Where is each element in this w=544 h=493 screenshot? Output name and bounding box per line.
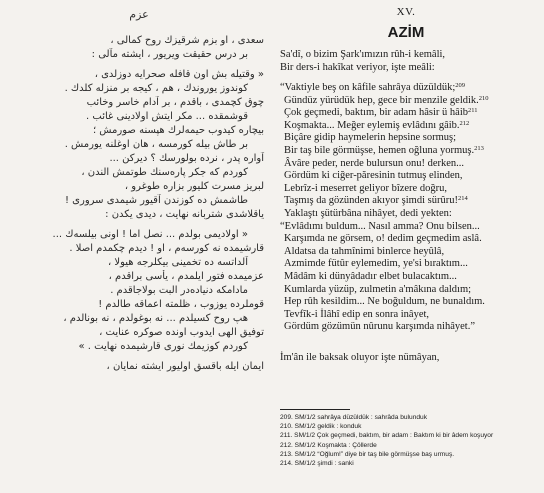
poem-line [280,258,538,271]
footnote-marker[interactable]: 214 [457,195,468,203]
poem-line-text: Azmimde fütûr eylemedim, ye'si bıraktım... [284,258,468,270]
ottoman-line: كوردم كوزیمك نوری قارشیمده نهایت . » [78,341,248,352]
ottoman-line: لبریز مسرت كلیور بزاره طوغرو ، [124,181,264,192]
ottoman-line: بر طاش بیله كورمسه ، هان اوغلنه یورمش . [64,139,248,150]
ottoman-line: بر درس حقیقت ویریور ، ایشته مآلی : [91,49,248,60]
poem-line-text: Âvâre peder, nerde bulursun onu! derken... [284,157,465,169]
poem-line-text: Biçâre gidip haymelerin hepsine sormuş; [284,132,457,144]
poem-line [280,145,538,158]
ottoman-text-page [8,4,270,489]
ottoman-line: كوندوز یوروندك ، هم ، كیجه بر منزله كلدك . [64,83,248,94]
intro-stanza [280,49,538,74]
intro-line: Sa'dî, o bizim Şark'ımızın rûh-i kemâli, [280,49,446,60]
poem-line [280,284,538,297]
ottoman-line: هپ روح كسیلدم ... نه بوغولدم ، نه بونالدم ، [63,313,248,324]
transcription-page [272,4,540,489]
poem-line [280,233,538,246]
ottoman-line: آواره پدر ، نرده بولورسك ؟ دیركن ... [109,153,264,164]
ottoman-line: عزمیمده فتور ایلمدم ، یأسی براقدم ، [108,271,264,282]
poem-line-text: “Vaktiyle beş on kâfile sahrâya düzüldük; [280,82,456,93]
poem-line-text: Gördüm ki ciğer-păresinin tutmuş elinden, [284,170,463,182]
ottoman-line: یاقلاشدی شتربانه نهایت ، دیدی یكدن : [105,209,264,220]
poem-line [280,246,538,259]
ottoman-text-block [8,34,270,374]
poem-line-text: Hep rûh kesildim... Ne boğuldum, ne bunaldım. [284,296,485,308]
poem-line [280,271,538,284]
poem-line-text: Taşmış da gözünden akıyor şimdi sürûru! [284,195,458,207]
poem-line [280,221,538,234]
poem-line [280,158,538,171]
poem-line [280,296,538,309]
ottoman-line: سعدی ، او بزم شرقیزك روح كمالی ، [110,35,264,46]
footnote-entry: 214. SM/1/2 şimdi : sanki [280,460,354,468]
poem-line-text: Aldatsa da tahmînimi binlerce heyûlâ, [284,245,445,257]
footnote-marker[interactable]: 210 [478,94,489,102]
ottoman-line: كوردم كه جكر پاره‌سنك طوتمش الندن ، [81,167,248,178]
outro-line: İm'ân ile baksak oluyor işte nümâyan, [280,352,440,363]
poem-line [280,170,538,183]
poem-body [280,82,538,334]
poem-line-text: Bir taş bile görmüşse, hemen oğluna yormuş. [284,144,475,156]
footnote-divider [280,409,350,410]
poem-line [280,195,538,208]
poem-line [280,309,538,322]
poem-line-text: Karşımda ne görsem, o! dedim geçmedim aslâ. [284,233,482,245]
poem-line-text: Gördüm gözümün nûrunu karşımda nihâyet.” [284,321,475,333]
footnote-entry: 210. SM/1/2 geldik : konduk [280,423,362,431]
ottoman-line: قارشیمده نه كورسه‌م ، او ! دیدم چكمدم اصلا . [69,243,264,254]
ottoman-line: چوق كچمدی ، باقدم ، بر آدام خاسر وخائب [86,97,264,108]
footnote-entry: 213. SM/1/2 “Oğlum!” diye bir taş bile görmüşse baş urmuş. [280,450,455,458]
footnote-entry: 211. SM/1/2 Çok geçmedi, baktım, bir adam : Baktım ki bir âdem koşuyor [280,432,494,440]
ottoman-line: توفیق الهی ایدوب اونده صوكره عنایت ، [99,327,264,338]
poem-line [280,183,538,196]
outro-stanza [280,352,538,365]
footnote-marker[interactable]: 213 [474,144,484,152]
footnote-marker[interactable]: 211 [468,107,478,115]
poem-line-text: Lebrîz-i meserret geliyor bîzere doğru, [284,182,447,194]
poem-line [280,132,538,145]
ottoman-line: بیچاره كیدوب حیمه‌لرك هپسنه صورمش ؛ [92,125,264,136]
poem-line [280,208,538,221]
ottoman-line: ایمان ایله باقسق اولیور ایشته نمایان ، [106,361,264,372]
ottoman-line: قوملرده یوزوب ، ظلمته اعماقه طالدم ! [98,299,264,310]
poem-line-text: Kumlarda yüzüp, zulmetin a'mâkına daldım; [284,283,472,295]
poem-line [280,120,538,133]
poem-line [280,95,538,108]
ottoman-line: مادامكه دنیاده‌در البت بولاجاقدم . [110,285,248,296]
poem-line [280,107,538,120]
poem-line [280,321,538,334]
footnote-marker[interactable]: 209 [455,82,465,89]
poem-line-text: Çok geçmedi, baktım, bir adam hâsir ü hâib [284,107,468,119]
poem-line-text: Gündüz yürüdük hep, gece bir menzile geldik. [284,94,479,106]
poem-line-text: Yaklaştı şütürbâna nihâyet, dedi yekten: [284,207,452,219]
section-number: XV. [396,6,416,18]
ottoman-heading: عزم [129,8,149,21]
footnote-marker[interactable]: 212 [459,119,470,127]
footnotes [280,413,540,468]
ottoman-line: قوشمقده ... مكر ایتش اولادینی غائب . [86,111,248,122]
ottoman-line: « وقتیله بش اون قافله صحرایه دوزلدی ، [94,69,264,80]
ottoman-line: آلداتسه ده تخمینی بیكلرجه هیولا ، [108,257,248,268]
ottoman-line: طاشمش ده كوزندن آقیور شیمدی سروری ! [64,195,248,206]
poem-line-text: Mâdâm ki dünyâdadır elbet bulacaktım... [284,270,457,282]
footnote-entry: 212. SM/1/2 Koşmakta : Çöllerde [280,441,377,449]
ottoman-line: « اولادیمی بولدم ... نصل اما ! اونی بیلسه‌ك ... [52,229,248,240]
poem-line-text: Koşmakta... Meğer eylemiş evlâdını gâib. [284,119,460,131]
poem-line-text: “Evlâdımı buldum... Nasıl amma? Onu bilsen... [280,220,480,232]
footnote-entry: 209. SM/1/2 sahrâya düzüldük : sahrâda bulunduk [280,414,427,421]
poem-title: AZİM [387,24,425,41]
poem-line-text: Tevfîk-i İlâhî edip en sonra inâyet, [284,308,430,320]
poem-line [280,82,538,95]
intro-line: Bir ders-i hakîkat veriyor, işte meâli: [280,61,435,73]
